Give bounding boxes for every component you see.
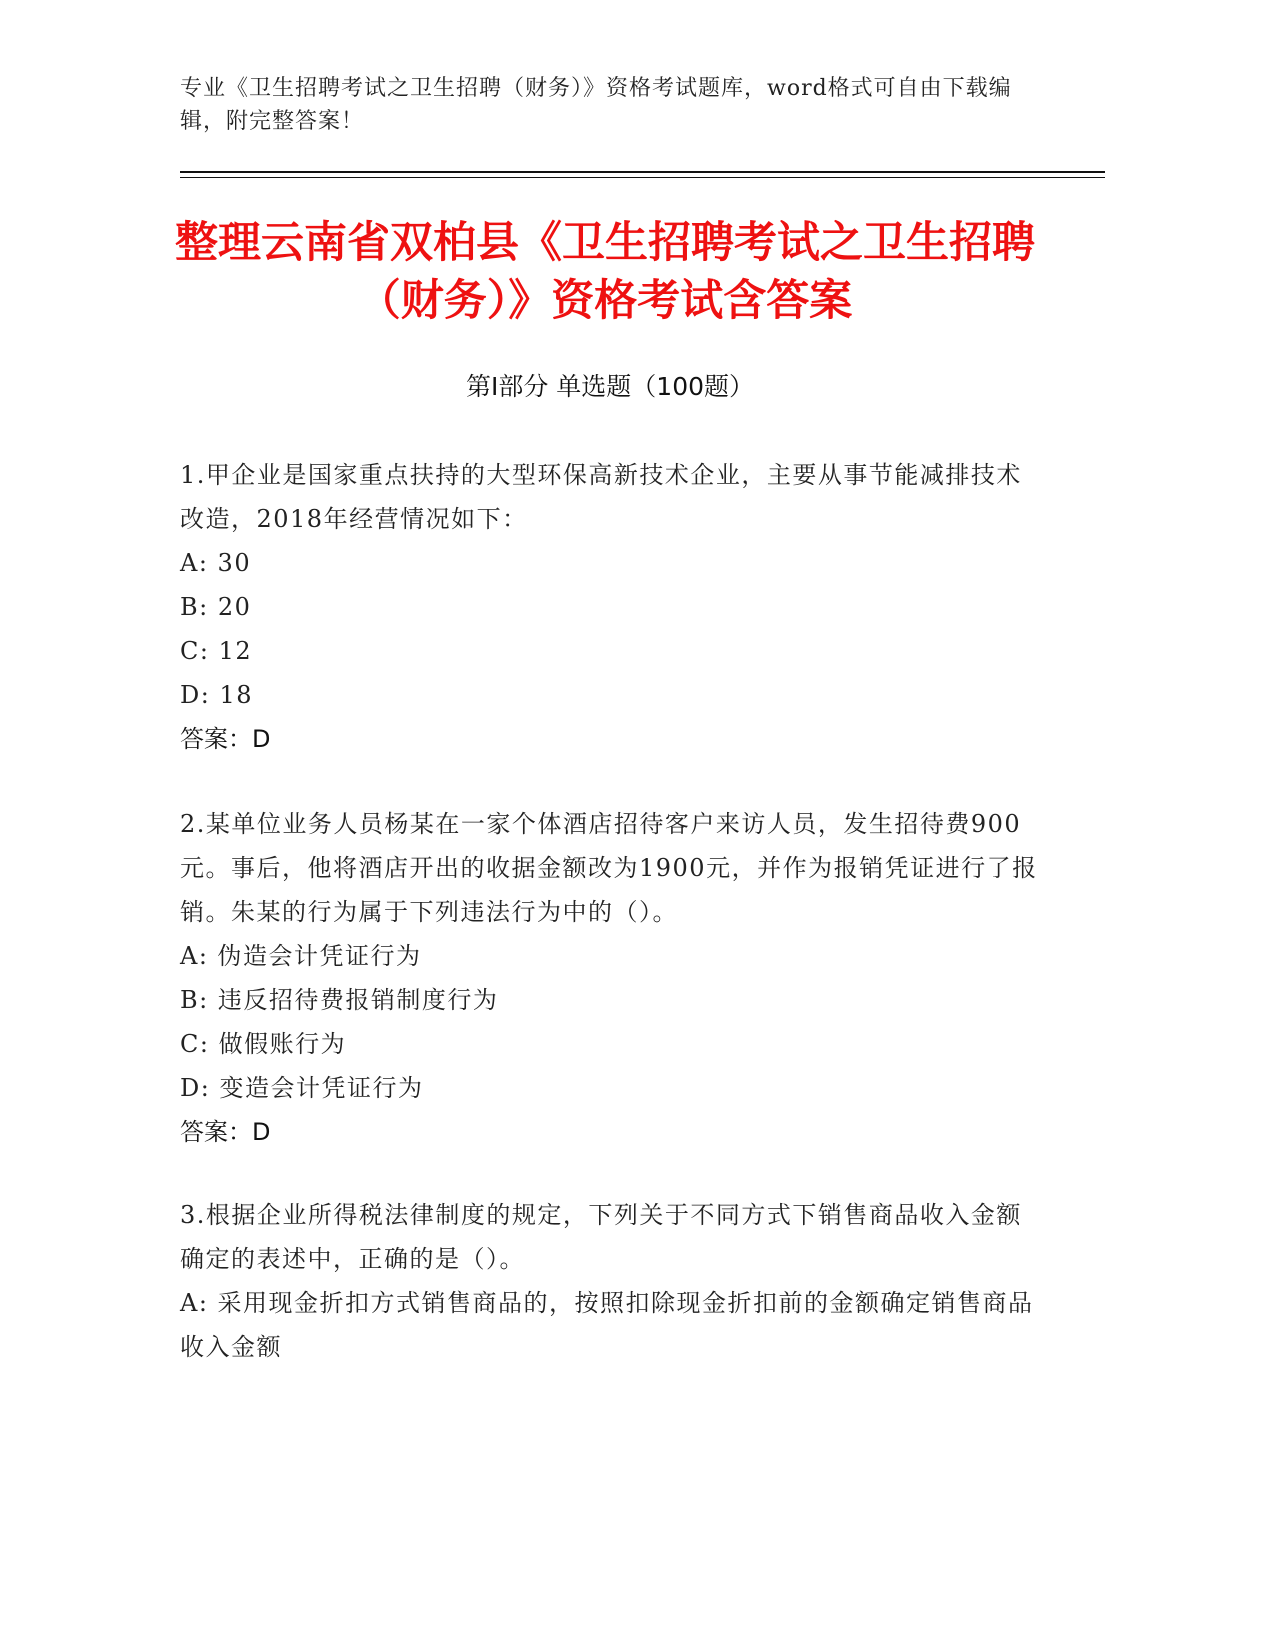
header-rule-thin — [180, 177, 1105, 178]
question-stem: 2.某单位业务人员杨某在一家个体酒店招待客户来访人员，发生招待费900元。事后，他将酒店开出的收据金额改为1900元，并作为报销凭证进行了报销。朱某的行为属于下列违法行为中的（）。 — [180, 810, 1038, 926]
header-note: 专业《卫生招聘考试之卫生招聘（财务）》资格考试题库，word格式可自由下载编辑，附完整答案！ — [180, 76, 1012, 134]
document-title: 整理云南省双柏县《卫生招聘考试之卫生招聘（财务）》资格考试含答案 — [175, 218, 1035, 326]
option-b: B: 20 — [180, 593, 252, 621]
question-2 — [180, 802, 1040, 1154]
answer: 答案：D — [180, 725, 271, 753]
option-c: C: 12 — [180, 637, 253, 665]
answer: 答案：D — [180, 1118, 271, 1146]
question-3 — [180, 1193, 1040, 1369]
question-stem: 3.根据企业所得税法律制度的规定，下列关于不同方式下销售商品收入金额确定的表述中，正确的是（）。 — [180, 1201, 1022, 1273]
option-a: A: 30 — [180, 549, 252, 577]
header-rule-thick — [180, 171, 1105, 173]
option-d: D: 18 — [180, 681, 253, 709]
option-d: D: 变造会计凭证行为 — [180, 1074, 424, 1102]
option-a: A: 采用现金折扣方式销售商品的，按照扣除现金折扣前的金额确定销售商品收入金额 — [180, 1289, 1034, 1361]
option-a: A: 伪造会计凭证行为 — [180, 942, 422, 970]
question-1 — [180, 453, 1040, 761]
option-c: C: 做假账行为 — [180, 1030, 347, 1058]
option-b: B: 违反招待费报销制度行为 — [180, 986, 499, 1014]
section-title: 第Ⅰ部分 单选题（100题） — [465, 372, 755, 401]
question-stem: 1.甲企业是国家重点扶持的大型环保高新技术企业，主要从事节能减排技术改造，2018年经营情况如下： — [180, 461, 1022, 533]
